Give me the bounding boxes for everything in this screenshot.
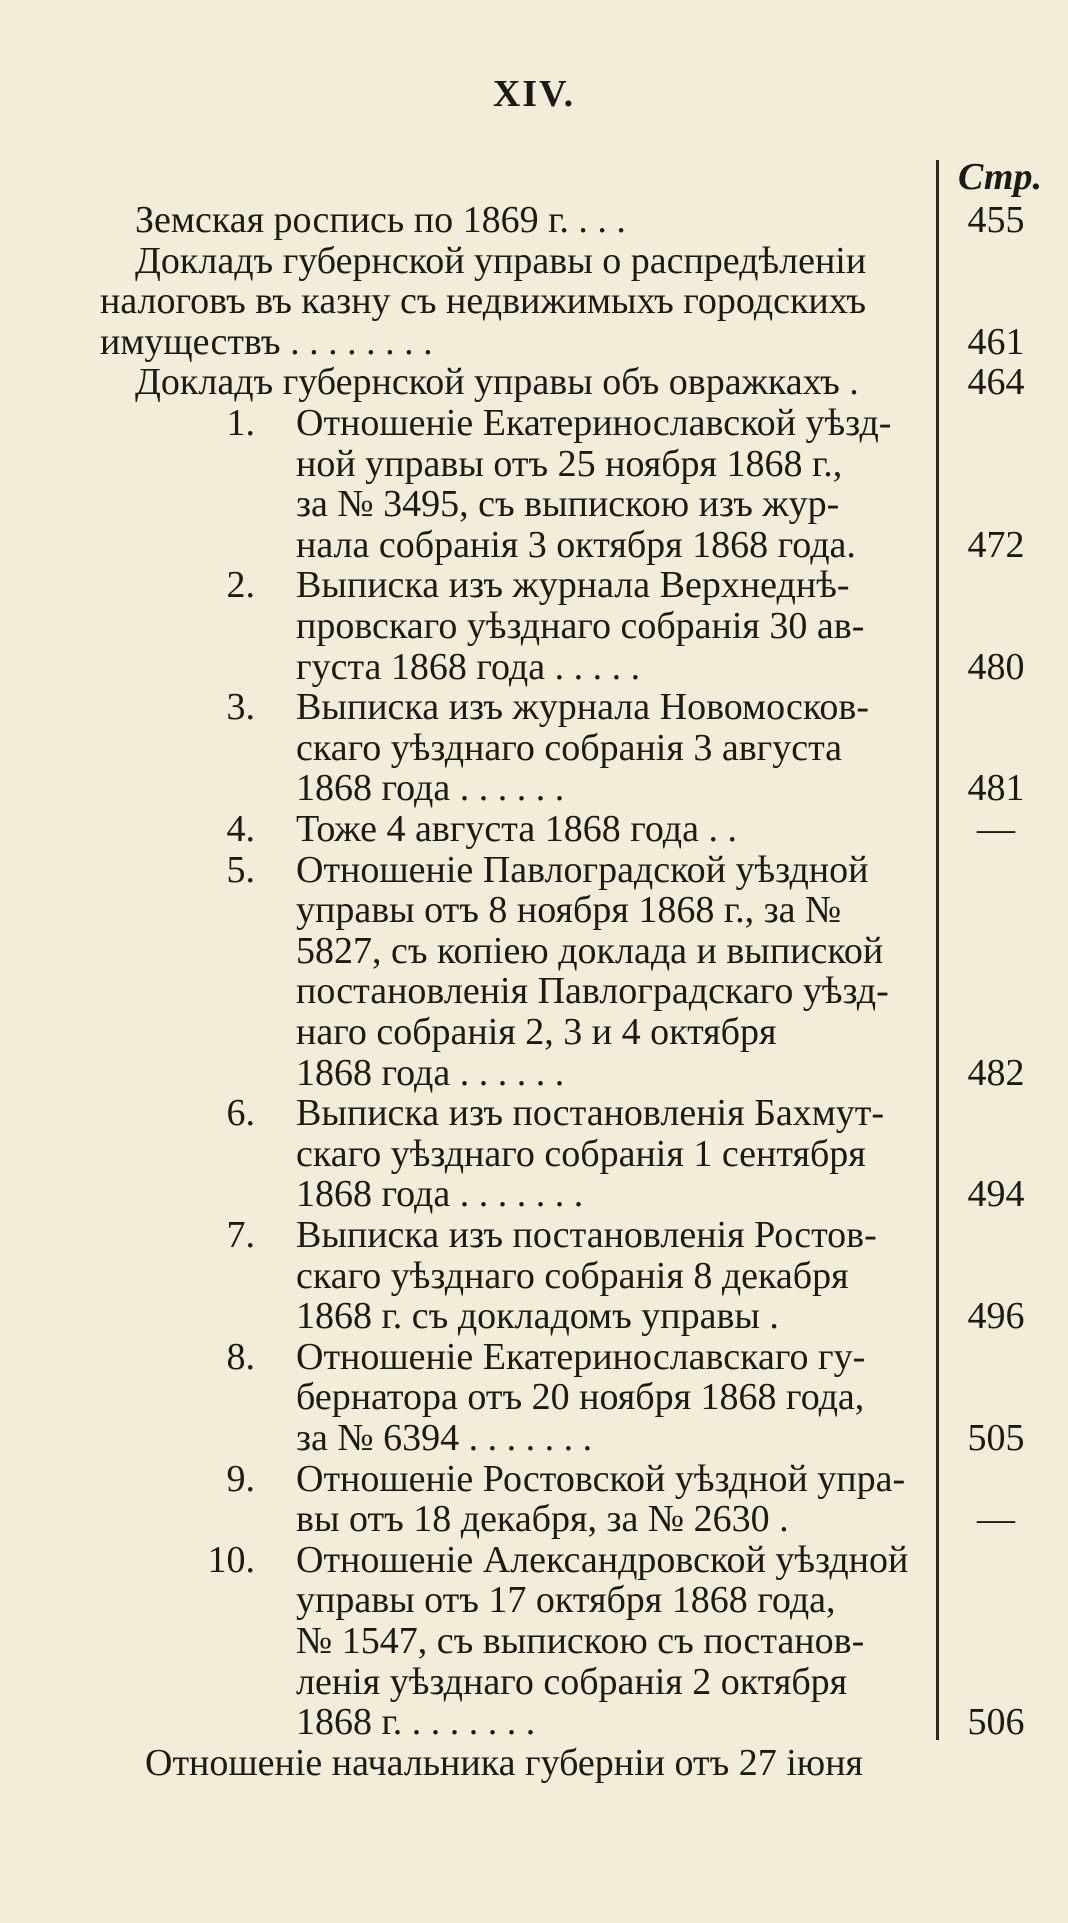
toc-line-text: за № 3495, съ выпискою изъ жур-: [296, 484, 840, 524]
toc-line-text: постановленія Павлоградскаго уѣзд-: [296, 971, 889, 1011]
toc-page-ref: 506: [967, 1701, 1025, 1743]
toc-page-ref: 480: [967, 646, 1025, 688]
toc-line: [0, 1093, 1068, 1133]
toc-line: [0, 322, 1068, 362]
toc-line-text: Отношеніе начальника губерніи отъ 27 іюня: [145, 1743, 864, 1783]
toc-line: [0, 444, 1068, 484]
toc-line-text: Отношеніе Александровской уѣздной: [296, 1540, 909, 1580]
toc-line-text: 1868 года . . . . . .: [296, 1053, 565, 1093]
toc-page-ref: 482: [967, 1052, 1025, 1094]
toc-line-text: бернатора отъ 20 ноября 1868 года,: [296, 1377, 865, 1417]
toc-line-text: провскаго уѣзднаго собранія 30 ав-: [296, 606, 865, 646]
toc-line: [0, 931, 1068, 971]
toc-line-text: вы отъ 18 декабря, за № 2630 .: [296, 1499, 789, 1539]
toc-item-number: 5.: [226, 849, 255, 891]
toc-page-ref: —: [977, 808, 1015, 850]
toc-line: [0, 281, 1068, 321]
toc-line: [0, 1418, 1068, 1458]
toc-line: [0, 768, 1068, 808]
toc-line-text: ной управы отъ 25 ноября 1868 г.,: [296, 444, 843, 484]
toc-line-text: Выписка изъ журнала Верхнеднѣ-: [296, 565, 850, 605]
toc-item-number: 7.: [226, 1214, 255, 1256]
toc-line-text: Тоже 4 августа 1868 года . .: [296, 809, 737, 849]
toc-line: [0, 1459, 1068, 1499]
toc-line: [0, 1134, 1068, 1174]
toc-line-text: Отношеніе Павлоградской уѣздной: [296, 850, 869, 890]
toc-line: [0, 403, 1068, 443]
toc-line-text: Отношеніе Ростовской уѣздной упра-: [296, 1459, 906, 1499]
toc-line: [0, 1662, 1068, 1702]
toc-item-number: 3.: [226, 686, 255, 728]
toc-line-text: Докладъ губернской управы о распредѣленіи: [135, 241, 867, 281]
toc-line: [0, 1621, 1068, 1661]
pages-column-header: Стр.: [958, 156, 1042, 198]
toc-line-text: наго собранія 2, 3 и 4 октября: [296, 1012, 777, 1052]
toc-line: [0, 809, 1068, 849]
toc-line-text: густа 1868 года . . . . .: [296, 647, 641, 687]
toc-line-text: Выписка изъ журнала Новомосков-: [296, 687, 870, 727]
toc-page-ref: 464: [967, 361, 1025, 403]
toc-page-ref: —: [977, 1498, 1015, 1540]
toc-page-ref: 505: [967, 1417, 1025, 1459]
toc-line-text: Отношеніе Екатеринославской уѣзд-: [296, 403, 892, 443]
toc-line-text: 1868 года . . . . . . .: [296, 1174, 584, 1214]
toc-line: [0, 1296, 1068, 1336]
toc-item-number: 9.: [226, 1458, 255, 1500]
toc-line: [0, 1215, 1068, 1255]
toc-line-text: управы отъ 8 ноября 1868 г., за №: [296, 890, 842, 930]
toc-item-number: 6.: [226, 1092, 255, 1134]
toc-line-text: скаго уѣзднаго собранія 3 августа: [296, 728, 843, 768]
toc-line: [0, 890, 1068, 930]
toc-line-text: управы отъ 17 октября 1868 года,: [296, 1580, 836, 1620]
toc-line-text: налоговъ въ казну съ недвижимыхъ городскихъ: [100, 281, 866, 321]
toc-line: [0, 1174, 1068, 1214]
toc-line: [0, 687, 1068, 727]
toc-line: [0, 484, 1068, 524]
toc-line-text: Докладъ губернской управы объ овражкахъ .: [135, 362, 859, 402]
toc-item-number: 4.: [226, 808, 255, 850]
toc-line: [0, 1743, 1068, 1783]
toc-line: [0, 200, 1068, 240]
toc-line: [0, 1053, 1068, 1093]
toc-item-number: 8.: [226, 1336, 255, 1378]
toc-line-text: нала собранія 3 октября 1868 года.: [296, 525, 856, 565]
toc-line: [0, 241, 1068, 281]
toc-line: [0, 971, 1068, 1011]
toc-line-text: скаго уѣзднаго собранія 1 сентября: [296, 1134, 866, 1174]
toc-line: [0, 1580, 1068, 1620]
toc-line: [0, 1377, 1068, 1417]
toc-page-ref: 472: [967, 524, 1025, 566]
toc-page-ref: 461: [967, 321, 1025, 363]
toc-line-text: № 1547, съ выпискою съ постанов-: [296, 1621, 865, 1661]
toc-line: [0, 606, 1068, 646]
toc-page-ref: 455: [967, 199, 1025, 241]
toc-line: [0, 1540, 1068, 1580]
toc-page-ref: 481: [967, 767, 1025, 809]
toc-line-text: Земская роспись по 1869 г. . . .: [135, 200, 626, 240]
toc-line: [0, 1256, 1068, 1296]
toc-line-text: Отношеніе Екатеринославскаго гу-: [296, 1337, 866, 1377]
page-number: XIV.: [492, 73, 576, 115]
toc-item-number: 10.: [207, 1539, 255, 1581]
toc-line: [0, 850, 1068, 890]
toc-line-text: 1868 г. съ докладомъ управы .: [296, 1296, 779, 1336]
toc-line-text: ленія уѣзднаго собранія 2 октября: [296, 1662, 848, 1702]
toc-line-text: скаго уѣзднаго собранія 8 декабря: [296, 1256, 849, 1296]
toc-line: [0, 1337, 1068, 1377]
toc-line: [0, 728, 1068, 768]
toc-line-text: Выписка изъ постановленія Ростов-: [296, 1215, 877, 1255]
toc-line: [0, 647, 1068, 687]
toc-line-text: Выписка изъ постановленія Бахмут-: [296, 1093, 885, 1133]
toc-line: [0, 525, 1068, 565]
toc-line-text: за № 6394 . . . . . . .: [296, 1418, 593, 1458]
toc-line: [0, 1499, 1068, 1539]
toc-item-number: 2.: [226, 564, 255, 606]
toc-page-ref: 496: [967, 1295, 1025, 1337]
toc-line: [0, 1702, 1068, 1742]
toc-line: [0, 1012, 1068, 1052]
toc-line-text: имуществъ . . . . . . . .: [100, 322, 433, 362]
toc-line: [0, 362, 1068, 402]
toc-line-text: 1868 года . . . . . .: [296, 768, 565, 808]
toc-item-number: 1.: [226, 402, 255, 444]
toc-page-ref: 494: [967, 1173, 1025, 1215]
toc-line-text: 1868 г. . . . . . . .: [296, 1702, 536, 1742]
toc-line-text: 5827, съ копіею доклада и выпиской: [296, 931, 884, 971]
toc-line: [0, 565, 1068, 605]
